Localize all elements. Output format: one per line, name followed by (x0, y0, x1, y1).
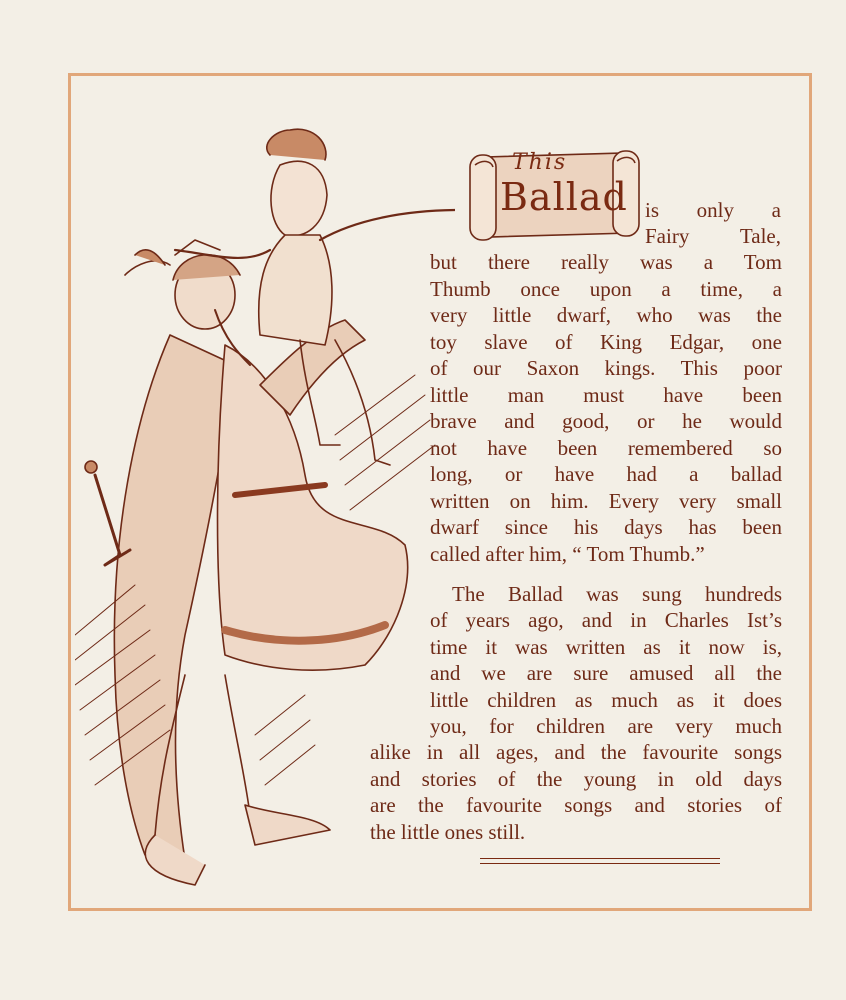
paragraph-2-lines-2-6: of years ago, and in Charles Ist’s time it was written as it now is, and we are sure amused all the little children as much as it does you, for children are very much (430, 608, 782, 738)
paragraph-1-lines-3-14: but there really was a Tom Thumb once upon a time, a very little dwarf, who was the toy slave of King Edgar, one of our Saxon kings. This poor little man must have been brave and good, or he would not have been remembered so long, or have had a ballad written on him. Every very small dwarf since his days has been called after him, “ Tom Thumb.” (430, 250, 782, 566)
paragraph-1-line-2: Fairy Tale, (645, 224, 781, 248)
scroll-word-ballad: Ballad (500, 175, 628, 219)
paragraph-1-line-1: is only a (645, 198, 781, 222)
scroll-word-this: This (512, 150, 568, 175)
paragraph-2-lines-7-10: alike in all ages, and the favourite songs and stories of the young in old days are the favourite songs and stories of the little ones still. (370, 740, 782, 844)
decorative-rule-top (480, 858, 720, 859)
decorative-rule-bottom (480, 863, 720, 864)
paragraph-2-line-1: The Ballad was sung hundreds (452, 582, 782, 606)
